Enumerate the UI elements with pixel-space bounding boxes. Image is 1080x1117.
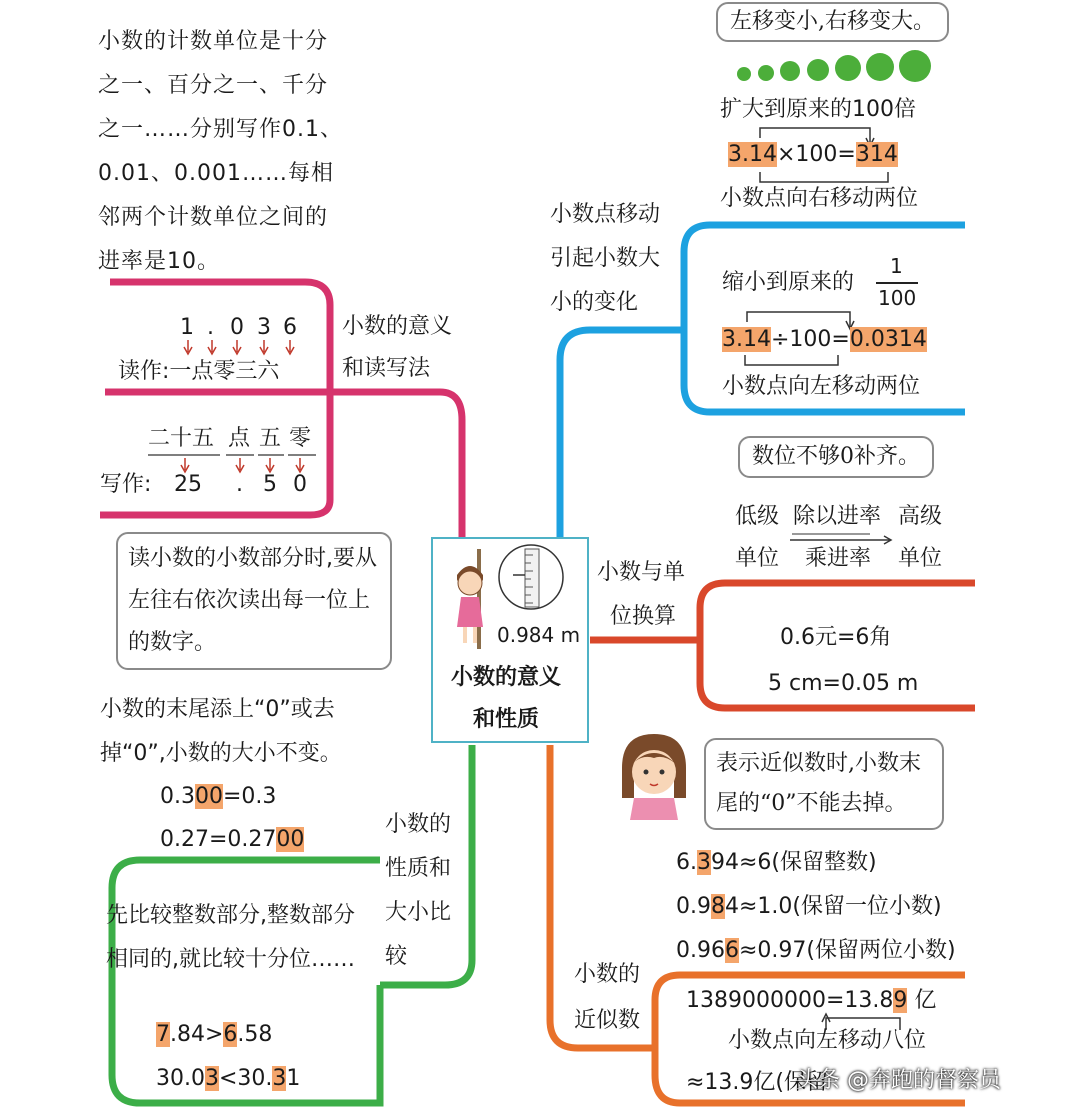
write-digit: 25 — [174, 472, 202, 497]
enlarge-text: 扩大到原来的100倍 — [720, 97, 916, 122]
watermark: 头条 @奔跑的督察员 — [796, 1068, 1001, 1093]
read-digit: 6 — [283, 315, 297, 340]
approx-branch-label-2: 近似数 — [574, 1008, 641, 1033]
low-unit-1: 低级 — [735, 504, 780, 529]
write-prefix: 写作: — [100, 472, 152, 497]
write-digit: 5 — [263, 472, 277, 497]
property-branch-label-2: 性质和 — [385, 856, 452, 881]
approx-branch-label-1: 小数的 — [574, 962, 641, 987]
move-branch-label-3: 小的变化 — [550, 290, 639, 315]
meaning-branch-label-2: 和读写法 — [342, 356, 431, 381]
center-topic-box — [431, 537, 589, 743]
write-word: 零 — [289, 426, 312, 451]
multiply-equation: 3.14×100=314 — [728, 142, 898, 167]
read-digit: . — [207, 315, 214, 340]
compare-example-1: 7.84>6.58 — [156, 1022, 273, 1047]
unit-example-1: 0.6元=6角 — [780, 625, 892, 650]
compare-example-2: 30.03<30.31 — [156, 1066, 301, 1091]
low-unit-2: 单位 — [735, 546, 780, 571]
blue-branch-line — [560, 330, 684, 540]
left-move-text: 小数点向左移动两位 — [722, 374, 921, 399]
multiply-rate: 乘进率 — [805, 546, 872, 571]
write-word: 点 — [228, 426, 251, 451]
divide-equation: 3.14÷100=0.0314 — [722, 327, 927, 352]
property-intro: 小数的末尾添上“0”或去掉“0”,小数的大小不变。 — [100, 697, 342, 766]
write-digit: . — [236, 472, 243, 497]
shrink-text: 缩小到原来的 — [722, 270, 855, 295]
read-text: 读作:一点零三六 — [118, 359, 280, 384]
approx-tip-bubble: 表示近似数时,小数末尾的“0”不能去掉。 — [704, 738, 944, 830]
move-tip-bubble-top: 左移变小,右移变大。 — [716, 2, 949, 42]
reading-tip-text: 读小数的小数部分时,要从左往右依次读出每一位上的数字。 — [128, 546, 377, 655]
center-title-line2: 和性质 — [473, 707, 540, 732]
approx-row-1: 6.394≈6(保留整数) — [676, 850, 877, 875]
center-title-line1: 小数的意义 — [451, 665, 562, 690]
write-digit: 0 — [293, 472, 307, 497]
write-word: 二十五 — [148, 426, 215, 451]
fraction-denominator: 100 — [878, 286, 917, 310]
reading-tip-bubble — [116, 532, 392, 670]
approx-row-2: 0.984≈1.0(保留一位小数) — [676, 894, 942, 919]
approx-row-4: 1389000000=13.89 亿 — [686, 988, 937, 1013]
write-word: 五 — [259, 426, 282, 451]
fraction-bar — [876, 282, 918, 284]
growing-circles-icon — [730, 48, 940, 88]
unit-example-2: 5 cm=0.05 m — [768, 671, 919, 696]
move-branch-label-1: 小数点移动 — [550, 202, 661, 227]
unit-branch-label-1: 小数与单 — [597, 560, 686, 585]
counting-unit-paragraph: 小数的计数单位是十分之一、百分之一、千分之一……分别写作0.1、0.01、0.001……每相邻两个计数单位之间的进率是10。 — [98, 29, 343, 274]
approx-row-4-note: 小数点向左移动八位 — [728, 1028, 927, 1053]
approx-row-3: 0.966≈0.97(保留两位小数) — [676, 938, 956, 963]
property-example-2: 0.27=0.2700 — [160, 827, 305, 852]
read-digit: 0 — [230, 315, 244, 340]
meaning-branch-label-1: 小数的意义 — [342, 314, 453, 339]
high-unit-2: 单位 — [898, 546, 943, 571]
compare-rule: 先比较整数部分,整数部分相同的,就比较十分位…… — [106, 903, 355, 972]
property-example-1: 0.300=0.3 — [160, 784, 277, 809]
girl-thinking-icon — [612, 728, 696, 820]
read-digit: 3 — [257, 315, 271, 340]
unit-branch-label-2: 位换算 — [610, 604, 677, 629]
right-move-text: 小数点向右移动两位 — [720, 186, 919, 211]
fraction-numerator: 1 — [890, 254, 903, 278]
high-unit-1: 高级 — [898, 504, 943, 529]
property-branch-label-3: 大小比 — [385, 900, 452, 925]
move-tip-bubble-bottom: 数位不够0补齐。 — [738, 436, 934, 478]
property-branch-label-4: 较 — [385, 944, 408, 969]
property-branch-label-1: 小数的 — [385, 812, 452, 837]
divide-rate: 除以进率 — [793, 504, 882, 529]
center-measure: 0.984 m — [497, 623, 581, 647]
move-branch-label-2: 引起小数大 — [550, 246, 661, 271]
approx-row-5: ≈13.9亿(保留 — [686, 1070, 829, 1095]
read-digit: 1 — [180, 315, 194, 340]
